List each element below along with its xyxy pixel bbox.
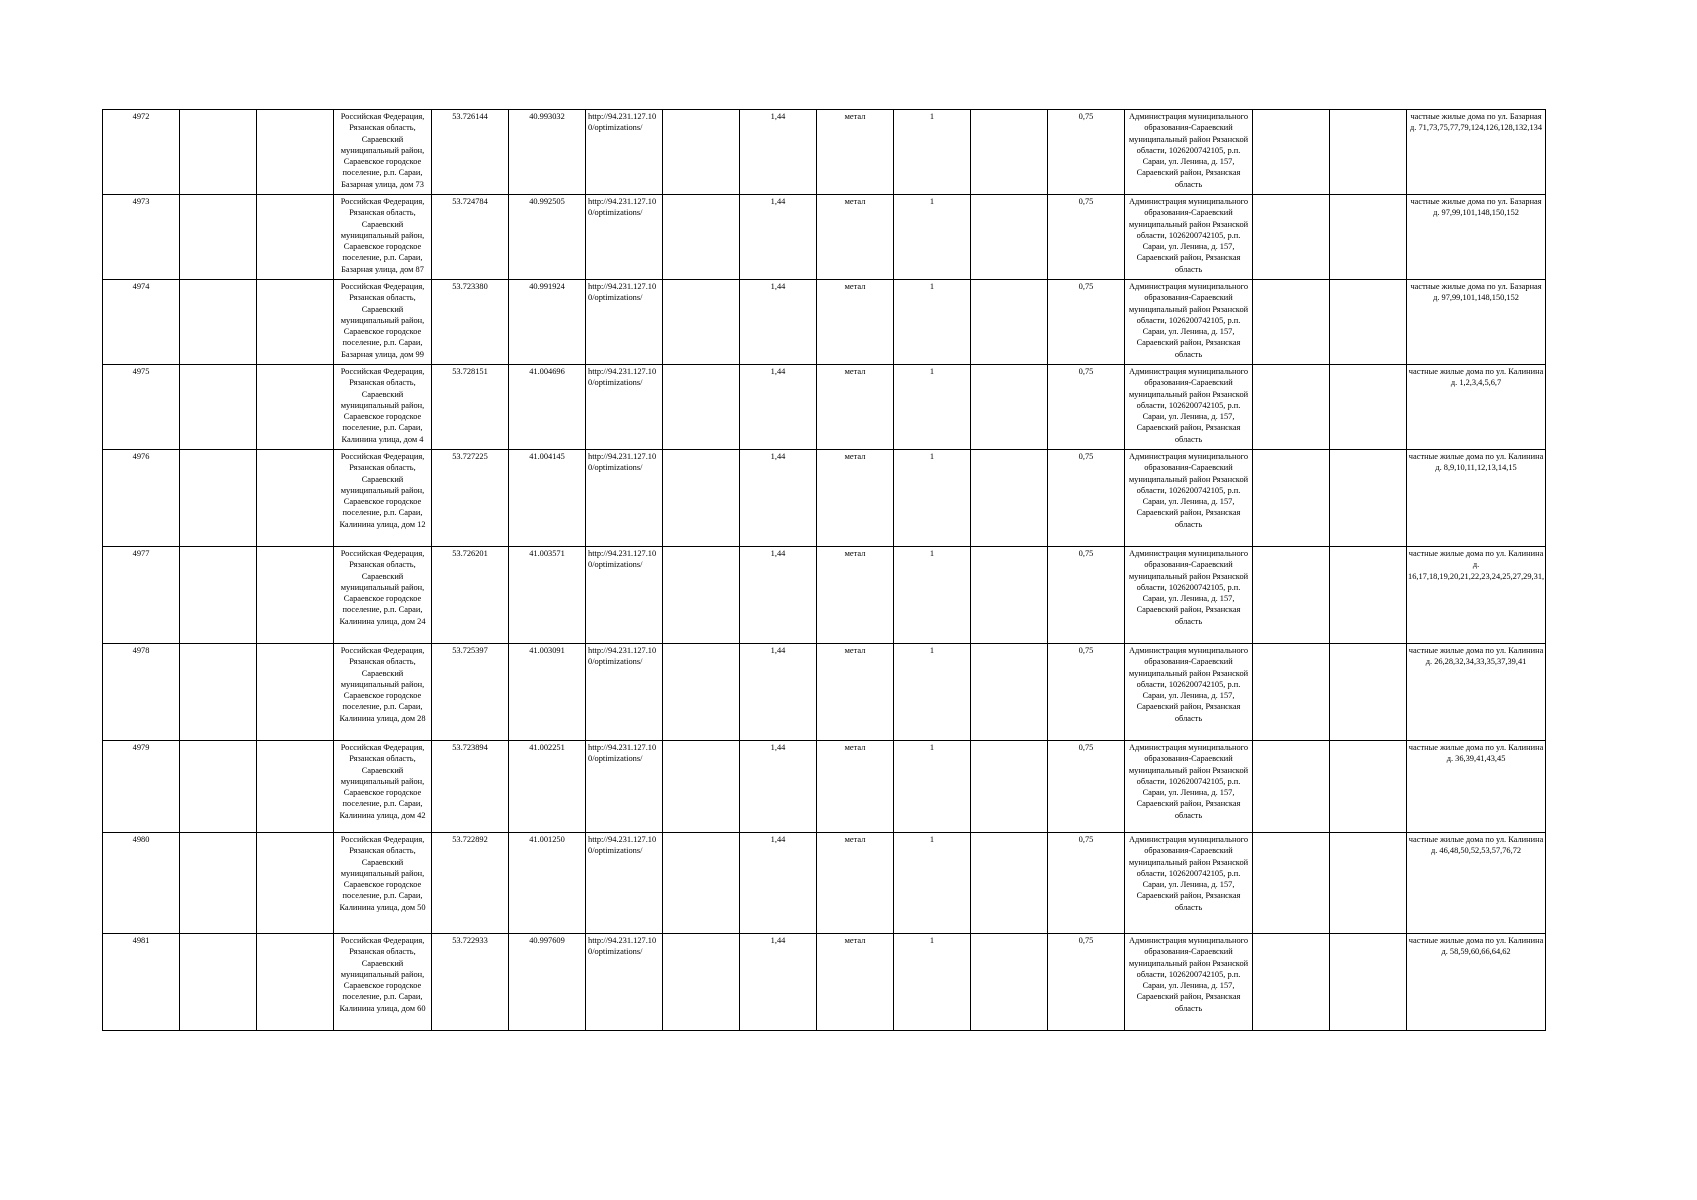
cell-material: метал: [817, 450, 894, 547]
table-row: [103, 195, 1546, 280]
cell-empty: [257, 547, 334, 644]
cell-count: 1: [894, 365, 971, 450]
cell-id: 4974: [103, 280, 180, 365]
cell-empty: [257, 110, 334, 195]
cell-volume: 0,75: [1048, 547, 1125, 644]
cell-id: 4976: [103, 450, 180, 547]
cell-empty: [971, 450, 1048, 547]
cell-empty: [180, 833, 257, 934]
cell-sources: частные жилые дома по ул. Калинина д. 36,39,41,43,45: [1407, 741, 1546, 833]
cell-material: метал: [817, 365, 894, 450]
cell-url: http://94.231.127.100/optimizations/: [586, 280, 663, 365]
cell-empty: [1253, 644, 1330, 741]
cell-empty: [1330, 110, 1407, 195]
cell-material: метал: [817, 644, 894, 741]
cell-empty: [257, 644, 334, 741]
cell-volume: 0,75: [1048, 365, 1125, 450]
cell-latitude: 53.726201: [432, 547, 509, 644]
cell-address: Российская Федерация, Рязанская область, Сараевский муниципальный район, Сараевское городское поселение, р.п. Сараи, Калинина улица, дом 24: [334, 547, 432, 644]
cell-address: Российская Федерация, Рязанская область, Сараевский муниципальный район, Сараевское городское поселение, р.п. Сараи, Калинина улица, дом 42: [334, 741, 432, 833]
cell-id: 4981: [103, 934, 180, 1031]
cell-longitude: 41.002251: [509, 741, 586, 833]
cell-empty: [1253, 195, 1330, 280]
cell-empty: [971, 934, 1048, 1031]
cell-empty: [971, 365, 1048, 450]
cell-area: 1,44: [740, 195, 817, 280]
cell-material: метал: [817, 934, 894, 1031]
cell-url: http://94.231.127.100/optimizations/: [586, 644, 663, 741]
table-row: [103, 644, 1546, 741]
cell-count: 1: [894, 833, 971, 934]
table-row: [103, 280, 1546, 365]
cell-latitude: 53.726144: [432, 110, 509, 195]
cell-empty: [971, 644, 1048, 741]
cell-latitude: 53.723894: [432, 741, 509, 833]
cell-empty: [1253, 110, 1330, 195]
cell-empty: [663, 450, 740, 547]
cell-empty: [257, 741, 334, 833]
cell-sources: частные жилые дома по ул. Калинина д. 1,2,3,4,5,6,7: [1407, 365, 1546, 450]
cell-sources: частные жилые дома по ул. Калинина д. 8,9,10,11,12,13,14,15: [1407, 450, 1546, 547]
cell-id: 4972: [103, 110, 180, 195]
table-body: [103, 110, 1546, 1031]
cell-empty: [971, 280, 1048, 365]
cell-longitude: 41.004145: [509, 450, 586, 547]
cell-empty: [663, 365, 740, 450]
cell-empty: [1330, 365, 1407, 450]
cell-empty: [1330, 644, 1407, 741]
cell-longitude: 40.993032: [509, 110, 586, 195]
cell-empty: [971, 195, 1048, 280]
cell-empty: [663, 644, 740, 741]
cell-owner: Администрация муниципального образования-Сараевский муниципальный район Рязанской области, 1026200742105, р.п. Сараи, ул. Ленина, д. 157, Сараевский район, Рязанская область: [1125, 110, 1253, 195]
cell-empty: [663, 934, 740, 1031]
cell-owner: Администрация муниципального образования-Сараевский муниципальный район Рязанской области, 1026200742105, р.п. Сараи, ул. Ленина, д. 157, Сараевский район, Рязанская область: [1125, 365, 1253, 450]
cell-area: 1,44: [740, 365, 817, 450]
cell-url: http://94.231.127.100/optimizations/: [586, 110, 663, 195]
cell-empty: [180, 644, 257, 741]
cell-volume: 0,75: [1048, 280, 1125, 365]
cell-area: 1,44: [740, 741, 817, 833]
cell-owner: Администрация муниципального образования-Сараевский муниципальный район Рязанской области, 1026200742105, р.п. Сараи, ул. Ленина, д. 157, Сараевский район, Рязанская область: [1125, 195, 1253, 280]
cell-area: 1,44: [740, 934, 817, 1031]
cell-count: 1: [894, 110, 971, 195]
cell-empty: [257, 934, 334, 1031]
cell-material: метал: [817, 741, 894, 833]
cell-address: Российская Федерация, Рязанская область, Сараевский муниципальный район, Сараевское городское поселение, р.п. Сараи, Базарная улица, дом 87: [334, 195, 432, 280]
cell-empty: [663, 833, 740, 934]
cell-url: http://94.231.127.100/optimizations/: [586, 741, 663, 833]
cell-longitude: 40.991924: [509, 280, 586, 365]
cell-sources: частные жилые дома по ул. Базарная д. 71,73,75,77,79,124,126,128,132,134: [1407, 110, 1546, 195]
cell-sources: частные жилые дома по ул. Калинина д. 58,59,60,66,64,62: [1407, 934, 1546, 1031]
cell-material: метал: [817, 195, 894, 280]
cell-owner: Администрация муниципального образования-Сараевский муниципальный район Рязанской области, 1026200742105, р.п. Сараи, ул. Ленина, д. 157, Сараевский район, Рязанская область: [1125, 741, 1253, 833]
cell-empty: [1253, 365, 1330, 450]
cell-area: 1,44: [740, 110, 817, 195]
cell-empty: [1330, 547, 1407, 644]
cell-latitude: 53.728151: [432, 365, 509, 450]
cell-address: Российская Федерация, Рязанская область, Сараевский муниципальный район, Сараевское городское поселение, р.п. Сараи, Базарная улица, дом 99: [334, 280, 432, 365]
cell-empty: [1330, 280, 1407, 365]
cell-volume: 0,75: [1048, 195, 1125, 280]
cell-url: http://94.231.127.100/optimizations/: [586, 833, 663, 934]
registry-table: [102, 109, 1546, 1031]
cell-longitude: 41.004696: [509, 365, 586, 450]
cell-empty: [1330, 741, 1407, 833]
cell-empty: [1253, 547, 1330, 644]
cell-empty: [971, 741, 1048, 833]
cell-empty: [663, 280, 740, 365]
cell-material: метал: [817, 833, 894, 934]
cell-empty: [1253, 833, 1330, 934]
cell-volume: 0,75: [1048, 110, 1125, 195]
cell-empty: [971, 833, 1048, 934]
cell-address: Российская Федерация, Рязанская область, Сараевский муниципальный район, Сараевское городское поселение, р.п. Сараи, Калинина улица, дом 28: [334, 644, 432, 741]
cell-empty: [257, 365, 334, 450]
cell-area: 1,44: [740, 280, 817, 365]
cell-latitude: 53.725397: [432, 644, 509, 741]
cell-empty: [663, 741, 740, 833]
cell-latitude: 53.723380: [432, 280, 509, 365]
cell-url: http://94.231.127.100/optimizations/: [586, 195, 663, 280]
cell-empty: [1330, 934, 1407, 1031]
cell-empty: [663, 547, 740, 644]
cell-longitude: 41.003091: [509, 644, 586, 741]
cell-volume: 0,75: [1048, 741, 1125, 833]
cell-count: 1: [894, 741, 971, 833]
cell-owner: Администрация муниципального образования-Сараевский муниципальный район Рязанской области, 1026200742105, р.п. Сараи, ул. Ленина, д. 157, Сараевский район, Рязанская область: [1125, 547, 1253, 644]
cell-latitude: 53.722933: [432, 934, 509, 1031]
cell-material: метал: [817, 547, 894, 644]
cell-sources: частные жилые дома по ул. Калинина д. 26,28,32,34,33,35,37,39,41: [1407, 644, 1546, 741]
cell-sources: частные жилые дома по ул. Базарная д. 97,99,101,148,150,152: [1407, 280, 1546, 365]
table-row: [103, 833, 1546, 934]
cell-url: http://94.231.127.100/optimizations/: [586, 934, 663, 1031]
cell-empty: [1330, 195, 1407, 280]
cell-empty: [1253, 450, 1330, 547]
cell-count: 1: [894, 195, 971, 280]
table-row: [103, 365, 1546, 450]
cell-empty: [180, 934, 257, 1031]
cell-count: 1: [894, 547, 971, 644]
cell-empty: [663, 110, 740, 195]
table-row: [103, 934, 1546, 1031]
cell-url: http://94.231.127.100/optimizations/: [586, 450, 663, 547]
cell-owner: Администрация муниципального образования-Сараевский муниципальный район Рязанской области, 1026200742105, р.п. Сараи, ул. Ленина, д. 157, Сараевский район, Рязанская область: [1125, 644, 1253, 741]
cell-empty: [180, 195, 257, 280]
cell-longitude: 41.003571: [509, 547, 586, 644]
cell-longitude: 40.992505: [509, 195, 586, 280]
cell-longitude: 40.997609: [509, 934, 586, 1031]
cell-empty: [1330, 450, 1407, 547]
cell-empty: [971, 547, 1048, 644]
cell-volume: 0,75: [1048, 644, 1125, 741]
cell-area: 1,44: [740, 644, 817, 741]
cell-address: Российская Федерация, Рязанская область, Сараевский муниципальный район, Сараевское городское поселение, р.п. Сараи, Калинина улица, дом 4: [334, 365, 432, 450]
cell-id: 4973: [103, 195, 180, 280]
cell-count: 1: [894, 644, 971, 741]
cell-owner: Администрация муниципального образования-Сараевский муниципальный район Рязанской области, 1026200742105, р.п. Сараи, ул. Ленина, д. 157, Сараевский район, Рязанская область: [1125, 833, 1253, 934]
cell-sources: частные жилые дома по ул. Калинина д. 46,48,50,52,53,57,76,72: [1407, 833, 1546, 934]
cell-empty: [663, 195, 740, 280]
cell-area: 1,44: [740, 450, 817, 547]
cell-empty: [257, 195, 334, 280]
cell-id: 4979: [103, 741, 180, 833]
cell-address: Российская Федерация, Рязанская область, Сараевский муниципальный район, Сараевское городское поселение, р.п. Сараи, Калинина улица, дом 60: [334, 934, 432, 1031]
cell-latitude: 53.727225: [432, 450, 509, 547]
cell-area: 1,44: [740, 547, 817, 644]
cell-url: http://94.231.127.100/optimizations/: [586, 547, 663, 644]
cell-empty: [180, 110, 257, 195]
cell-empty: [180, 741, 257, 833]
cell-address: Российская Федерация, Рязанская область, Сараевский муниципальный район, Сараевское городское поселение, р.п. Сараи, Калинина улица, дом 12: [334, 450, 432, 547]
cell-count: 1: [894, 934, 971, 1031]
cell-material: метал: [817, 110, 894, 195]
cell-empty: [257, 280, 334, 365]
cell-owner: Администрация муниципального образования-Сараевский муниципальный район Рязанской области, 1026200742105, р.п. Сараи, ул. Ленина, д. 157, Сараевский район, Рязанская область: [1125, 450, 1253, 547]
cell-empty: [180, 450, 257, 547]
cell-volume: 0,75: [1048, 934, 1125, 1031]
cell-empty: [180, 547, 257, 644]
cell-count: 1: [894, 280, 971, 365]
cell-empty: [257, 450, 334, 547]
cell-latitude: 53.722892: [432, 833, 509, 934]
cell-url: http://94.231.127.100/optimizations/: [586, 365, 663, 450]
cell-empty: [1253, 934, 1330, 1031]
table-row: [103, 110, 1546, 195]
cell-sources: частные жилые дома по ул. Базарная д. 97,99,101,148,150,152: [1407, 195, 1546, 280]
cell-id: 4975: [103, 365, 180, 450]
table-row: [103, 741, 1546, 833]
cell-volume: 0,75: [1048, 450, 1125, 547]
cell-id: 4980: [103, 833, 180, 934]
cell-empty: [1253, 280, 1330, 365]
cell-count: 1: [894, 450, 971, 547]
cell-owner: Администрация муниципального образования-Сараевский муниципальный район Рязанской области, 1026200742105, р.п. Сараи, ул. Ленина, д. 157, Сараевский район, Рязанская область: [1125, 280, 1253, 365]
cell-empty: [180, 365, 257, 450]
cell-empty: [257, 833, 334, 934]
cell-volume: 0,75: [1048, 833, 1125, 934]
cell-longitude: 41.001250: [509, 833, 586, 934]
cell-sources: частные жилые дома по ул. Калинина д. 16,17,18,19,20,21,22,23,24,25,27,29,31,: [1407, 547, 1546, 644]
table-row: [103, 450, 1546, 547]
table-row: [103, 547, 1546, 644]
cell-empty: [1253, 741, 1330, 833]
cell-owner: Администрация муниципального образования-Сараевский муниципальный район Рязанской области, 1026200742105, р.п. Сараи, ул. Ленина, д. 157, Сараевский район, Рязанская область: [1125, 934, 1253, 1031]
cell-empty: [180, 280, 257, 365]
cell-latitude: 53.724784: [432, 195, 509, 280]
cell-id: 4977: [103, 547, 180, 644]
cell-id: 4978: [103, 644, 180, 741]
cell-address: Российская Федерация, Рязанская область, Сараевский муниципальный район, Сараевское городское поселение, р.п. Сараи, Калинина улица, дом 50: [334, 833, 432, 934]
cell-area: 1,44: [740, 833, 817, 934]
cell-address: Российская Федерация, Рязанская область, Сараевский муниципальный район, Сараевское городское поселение, р.п. Сараи, Базарная улица, дом 73: [334, 110, 432, 195]
cell-empty: [1330, 833, 1407, 934]
cell-material: метал: [817, 280, 894, 365]
cell-empty: [971, 110, 1048, 195]
